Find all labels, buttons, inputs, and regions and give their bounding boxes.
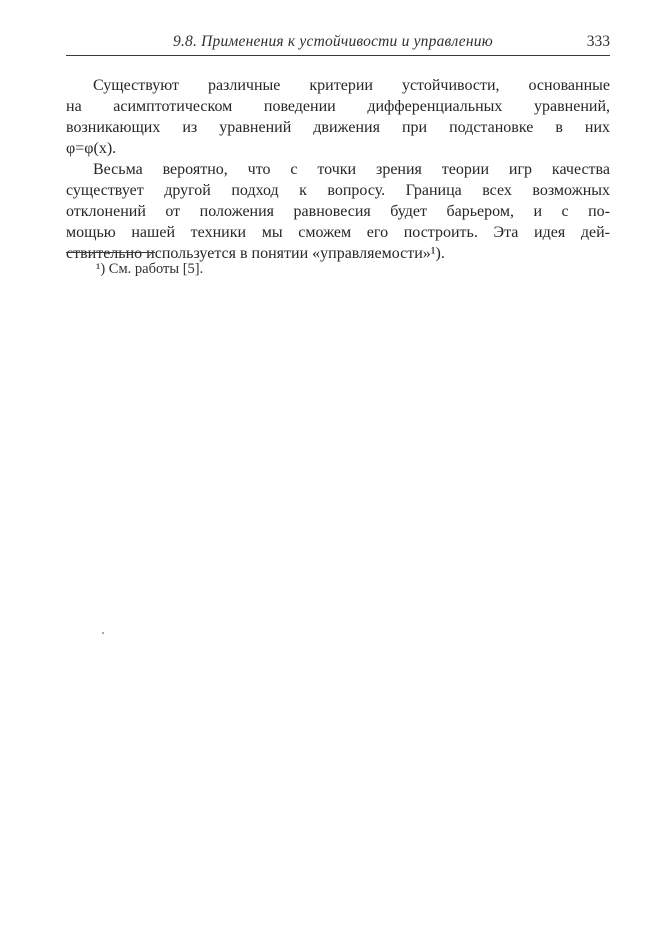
text-line: Существуют различные критерии устойчивости, основанные: [93, 77, 610, 94]
text-line: мощью нашей техники мы сможем его построить. Эта идея дей-: [66, 224, 610, 241]
main-text: [66, 75, 610, 264]
page-header: [66, 33, 610, 56]
page-number: 333: [586, 33, 610, 50]
paragraph: [66, 75, 610, 159]
text-line: существует другой подход к вопросу. Граница всех возможных: [66, 182, 610, 199]
text-line: Весьма вероятно, что с точки зрения теории игр качества: [93, 161, 610, 178]
text-line: на асимптотическом поведении дифференциальных уравнений,: [66, 98, 610, 115]
footnote: ¹) См. работы [5].: [96, 261, 204, 277]
scan-speck: [102, 632, 104, 634]
paragraph: [66, 159, 610, 264]
text-line: отклонений от положения равновесия будет барьером, и с по-: [66, 203, 610, 220]
running-title: 9.8. Применения к устойчивости и управлению: [173, 33, 493, 50]
text-line: ствительно используется в понятии «управляемости»¹).: [66, 245, 445, 262]
text-line: φ=φ(x).: [66, 140, 117, 157]
footnote-divider: [66, 252, 155, 253]
text-line: возникающих из уравнений движения при подстановке в них: [66, 119, 610, 136]
